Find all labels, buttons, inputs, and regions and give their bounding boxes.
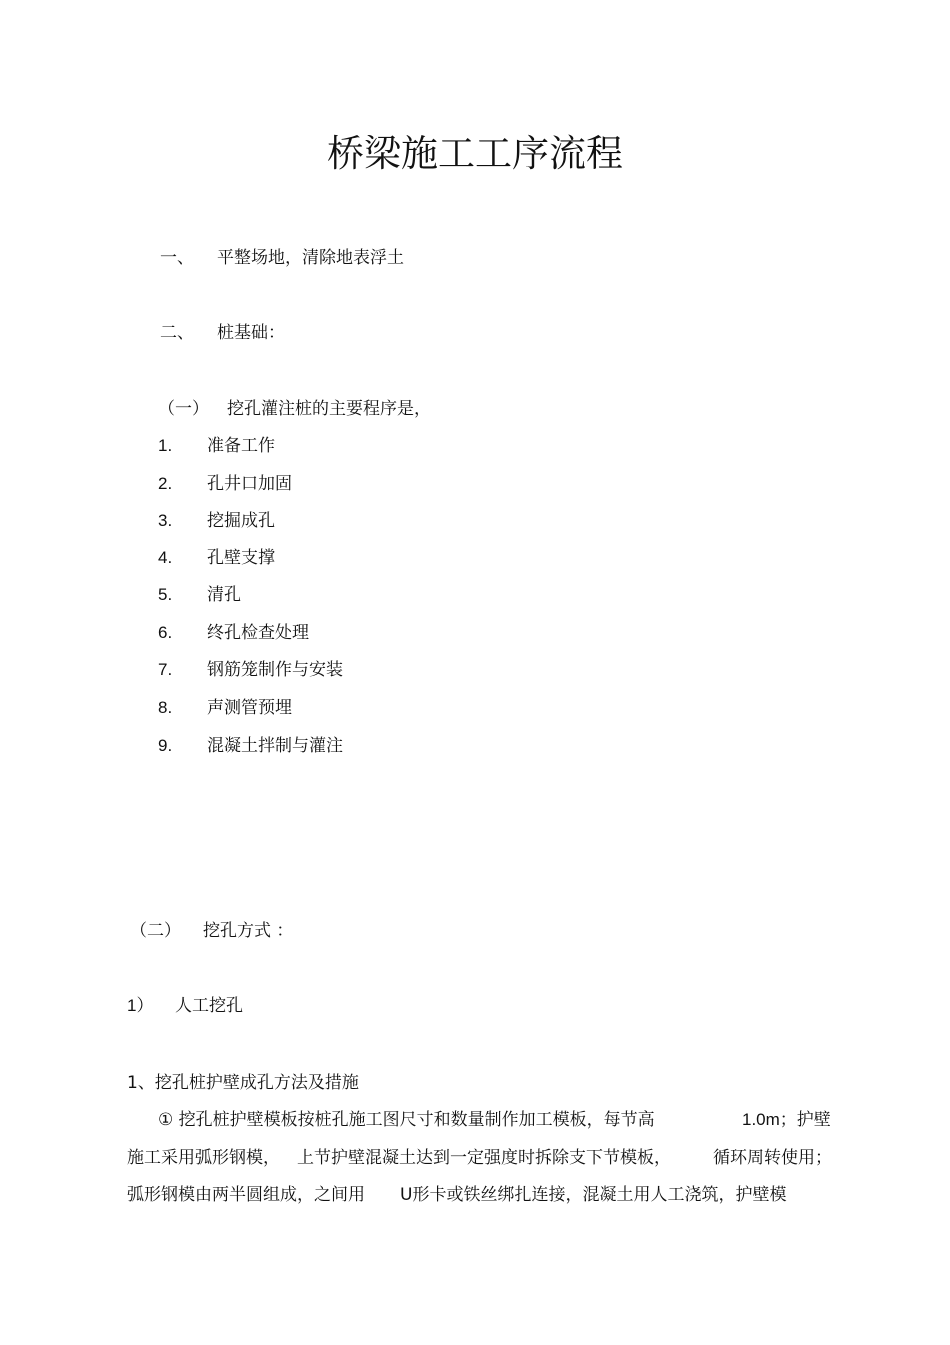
step-number: 4. xyxy=(158,548,173,567)
step-number: 9. xyxy=(158,736,173,755)
step-number: 7. xyxy=(158,660,173,679)
step-text: 声测管预埋 xyxy=(207,698,292,718)
section-1-text: 平整场地，清除地表浮土 xyxy=(217,248,404,268)
step-number: 3. xyxy=(158,511,173,530)
subsection-1-marker: （一） xyxy=(158,399,209,419)
step-number: 5. xyxy=(158,585,173,604)
paragraph-line-3a: 弧形钢模由两半圆组成，之间用 xyxy=(127,1185,365,1205)
step-text: 孔井口加固 xyxy=(207,474,292,494)
heading-method-measures: 1、挖孔桩护壁成孔方法及措施 xyxy=(127,1073,359,1093)
section-1-marker: 一、 xyxy=(160,248,194,268)
step-number: 8. xyxy=(158,698,173,717)
step-text: 孔壁支撑 xyxy=(207,548,275,568)
step-number: 1. xyxy=(158,436,173,455)
step-text: 钢筋笼制作与安装 xyxy=(207,660,343,680)
section-2-marker: 二、 xyxy=(160,323,194,343)
step-text: 终孔检查处理 xyxy=(207,623,309,643)
paragraph-line-3b: U形卡或铁丝绑扎连接，混凝土用人工浇筑，护壁模 xyxy=(400,1185,787,1205)
subsection-2-text: 挖孔方式 ： xyxy=(203,921,294,941)
step-number: 2. xyxy=(158,474,173,493)
paragraph-line-2a: 施工采用弧形钢模， xyxy=(127,1148,280,1168)
step-text: 混凝土拌制与灌注 xyxy=(207,736,343,756)
paragraph-line-1b: 1.0m；护壁 xyxy=(742,1110,831,1129)
method-1-text: 人工挖孔 xyxy=(175,996,243,1016)
section-2-text: 桩基础： xyxy=(217,323,285,343)
method-1-marker: 1） xyxy=(127,996,154,1015)
step-text: 挖掘成孔 xyxy=(207,511,275,531)
document-title: 桥梁施工工序流程 xyxy=(327,132,623,175)
subsection-1-text: 挖孔灌注桩的主要程序是， xyxy=(227,399,431,419)
step-text: 清孔 xyxy=(207,585,241,605)
paragraph-line-1a: ① 挖孔桩护壁模板按桩孔施工图尺寸和数量制作加工模板，每节高 xyxy=(158,1110,655,1130)
paragraph-line-2c: 循环周转使用； xyxy=(713,1148,832,1168)
step-text: 准备工作 xyxy=(207,436,275,456)
subsection-2-marker: （二） xyxy=(130,921,181,941)
step-number: 6. xyxy=(158,623,173,642)
paragraph-line-2b: 上节护壁混凝土达到一定强度时拆除支下节模板， xyxy=(297,1148,671,1168)
